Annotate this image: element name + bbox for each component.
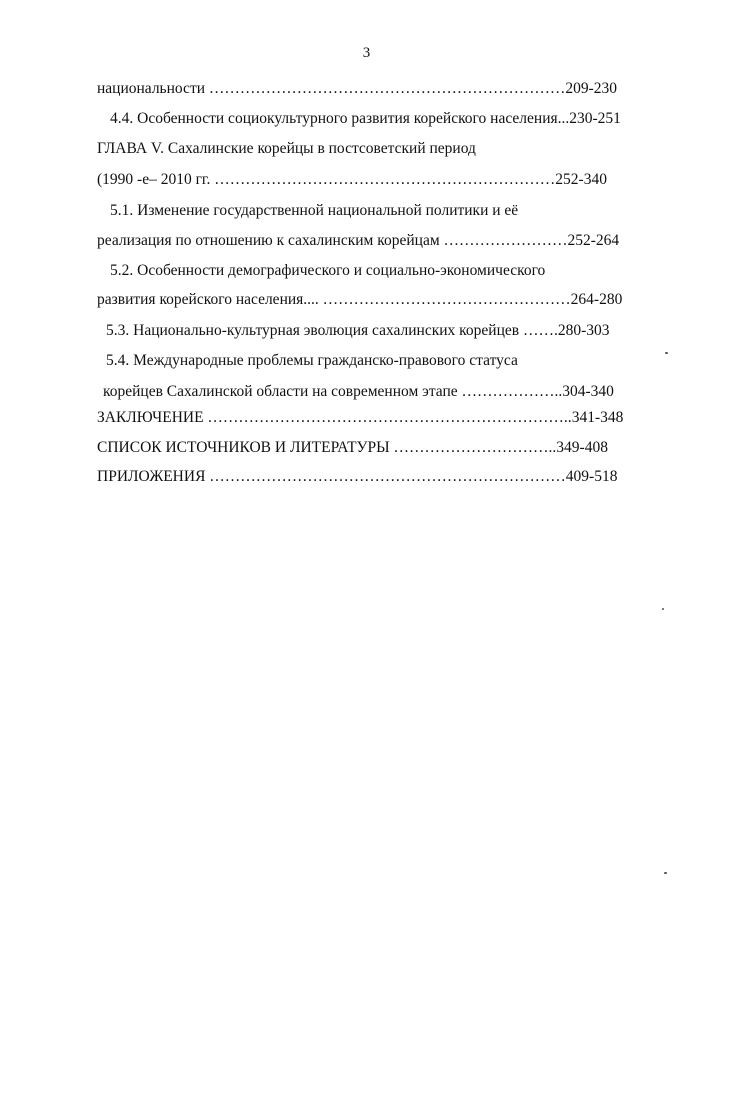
toc-entry-text: 5.1. Изменение государственной национальной политики и её: [110, 202, 519, 219]
toc-line: [97, 408, 623, 428]
toc-line: [97, 170, 607, 190]
toc-entry-text: СПИСОК ИСТОЧНИКОВ И ЛИТЕРАТУРЫ …………………………..: [97, 439, 557, 456]
toc-entry-text: 4.4. Особенности социокультурного развития корейского населения...: [110, 110, 570, 127]
toc-entry-pages: 409-518: [565, 468, 618, 485]
scan-speck: [665, 352, 668, 354]
toc-entry-text: 5.3. Национально-культурная эволюция сахалинских корейцев …….: [106, 322, 558, 339]
toc-entry-text: 5.2. Особенности демографического и социально-экономического: [110, 262, 546, 279]
toc-entry-pages: 230-251: [569, 110, 621, 127]
toc-entry-pages: 252-264: [567, 232, 620, 249]
toc-line: [110, 109, 621, 129]
toc-line: [106, 321, 610, 341]
toc-line: [97, 438, 608, 458]
toc-line: [106, 351, 518, 371]
scan-speck: [662, 608, 664, 610]
toc-entry-text: 5.4. Международные проблемы гражданско-правового статуса: [106, 352, 518, 369]
toc-entry-text: реализация по отношению к сахалинским корейцам ……………………: [97, 232, 568, 249]
toc-line: [97, 139, 476, 159]
toc-line: [97, 290, 622, 310]
toc-line: [97, 467, 617, 487]
toc-line: [103, 382, 614, 402]
toc-entry-text: ПРИЛОЖЕНИЯ ……………………………………………………………: [97, 468, 566, 485]
toc-entry-pages: 264-280: [570, 291, 623, 308]
toc-entry-pages: 349-408: [556, 439, 608, 456]
toc-line: [97, 231, 619, 251]
toc-entry-text: ГЛАВА V. Сахалинские корейцы в постсоветский период: [97, 140, 476, 157]
toc-entry-text: развития корейского населения.... …………………………………………: [97, 291, 571, 308]
toc-entry-pages: 252-340: [555, 171, 607, 188]
scan-speck: [664, 872, 667, 874]
toc-entry-pages: 209-230: [565, 80, 618, 97]
toc-entry-pages: 341-348: [571, 409, 624, 426]
toc-entry-text: (1990 -е– 2010 гг. …………………………………………………………: [97, 171, 556, 188]
toc-entry-text: национальности ……………………………………………………………: [97, 80, 566, 97]
toc-entry-pages: 304-340: [562, 383, 614, 400]
toc-entry-text: ЗАКЛЮЧЕНИЕ ……………………………………………………………..: [97, 409, 572, 426]
toc-line: [110, 201, 518, 221]
toc-entry-pages: 280-303: [557, 322, 610, 339]
toc-line: [110, 261, 545, 281]
toc-entry-text: корейцев Сахалинской области на современном этапе ………………..: [103, 383, 563, 400]
page-number: 3: [362, 45, 371, 61]
toc-line: [97, 79, 617, 99]
